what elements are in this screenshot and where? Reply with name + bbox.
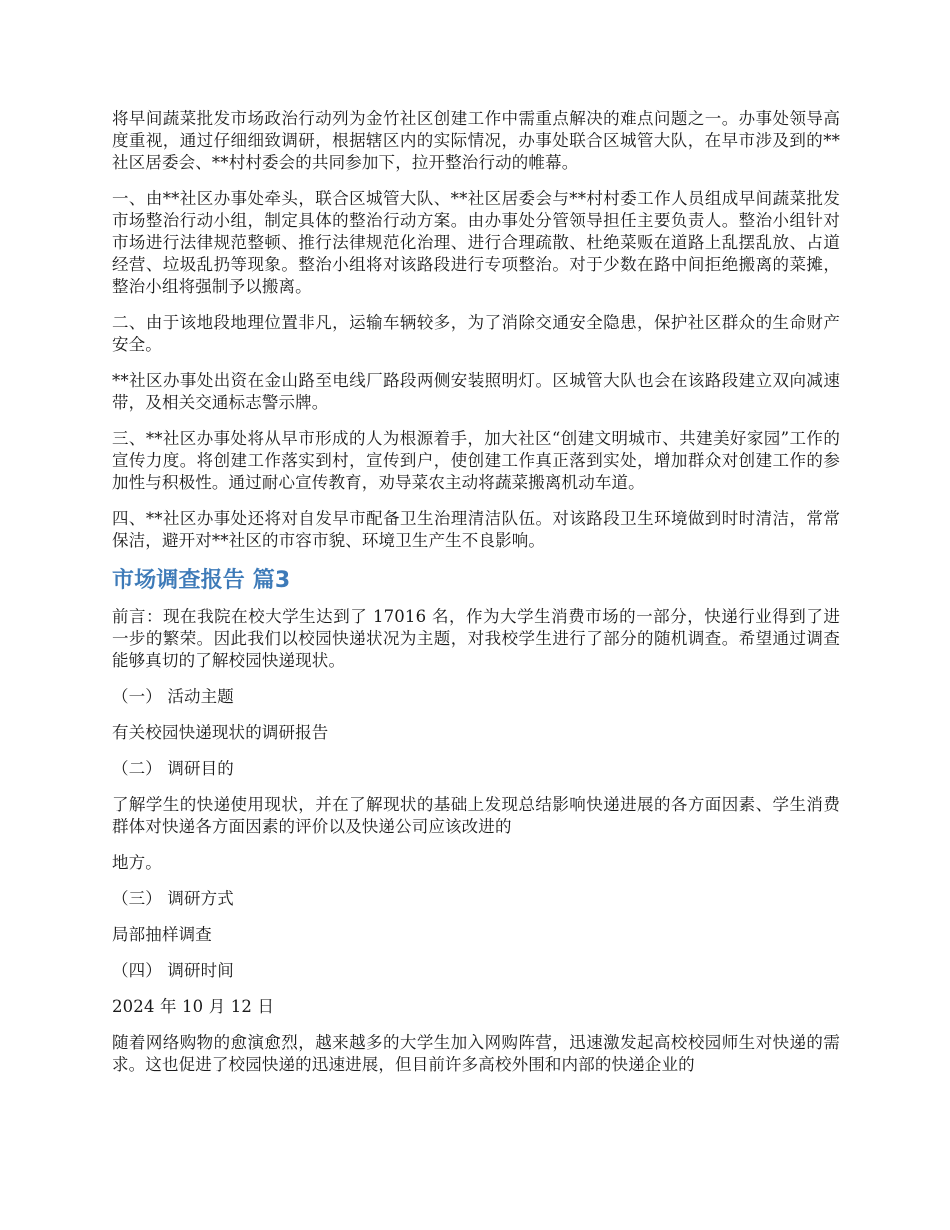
- paragraph-date: 2024 年 10 月 12 日: [112, 997, 275, 1016]
- paragraph-item-4: 四、**社区办事处还将对自发早市配备卫生治理清洁队伍。对该路段卫生环境做到时时清洁，常常保洁，避开对**社区的市容市貌、环境卫生产生不良影响。: [112, 509, 840, 550]
- paragraph-lighting: **社区办事处出资在金山路至电线厂路段两侧安装照明灯。区城管大队也会在该路段建立双向减速带，及相关交通标志警示牌。: [112, 371, 840, 412]
- paragraph-intro: 将早间蔬菜批发市场政治行动列为金竹社区创建工作中需重点解决的难点问题之一。办事处领导高度重视，通过仔细细致调研，根据辖区内的实际情况，办事处联合区城管大队，在早市涉及到的**社区居委会、**村村委会的共同参加下，拉开整治行动的帷幕。: [112, 109, 840, 172]
- paragraph-method: 局部抽样调查: [112, 925, 212, 944]
- section-heading: 市场调查报告 篇3: [112, 568, 291, 593]
- subheading-theme: （一） 活动主题: [112, 687, 234, 706]
- paragraph-item-2: 二、由于该地段地理位置非凡，运输车辆较多，为了消除交通安全隐患，保护社区群众的生命财产安全。: [112, 313, 840, 354]
- paragraph-background: 随着网络购物的愈演愈烈，越来越多的大学生加入网购阵营，迅速激发起高校校园师生对快递的需求。这也促进了校园快递的迅速进展，但目前许多高校外围和内部的快递企业的: [112, 1033, 840, 1074]
- subheading-time: （四） 调研时间: [112, 961, 234, 980]
- paragraph-item-1: 一、由**社区办事处牵头，联合区城管大队、**社区居委会与**村村委工作人员组成早间蔬菜批发市场整治行动小组，制定具体的整治行动方案。由办事处分管领导担任主要负责人。整治小组针对市场进行法律规范整顿、推行法律规范化治理、进行合理疏散、杜绝菜贩在道路上乱摆乱放、占道经营、垃圾乱扔等现象。整治小组将对该路段进行专项整治。对于少数在路中间拒绝搬离的菜摊，整治小组将强制予以搬离。: [112, 189, 840, 296]
- paragraph-purpose: 了解学生的快递使用现状，并在了解现状的基础上发现总结影响快递进展的各方面因素、学生消费群体对快递各方面因素的评价以及快递公司应该改进的: [112, 795, 840, 836]
- paragraph-theme: 有关校园快递现状的调研报告: [112, 723, 329, 742]
- paragraph-preface: 前言：现在我院在校大学生达到了 17016 名，作为大学生消费市场的一部分，快递行业得到了进一步的繁荣。因此我们以校园快递状况为主题，对我校学生进行了部分的随机调查。希望通过调查能够真切的了解校园快递现状。: [112, 607, 840, 670]
- subheading-purpose: （二） 调研目的: [112, 759, 234, 778]
- paragraph-purpose-cont: 地方。: [112, 853, 162, 872]
- paragraph-item-3: 三、**社区办事处将从早市形成的人为根源着手，加大社区“创建文明城市、共建美好家园”工作的宣传力度。将创建工作落实到村，宣传到户，使创建工作真正落到实处，增加群众对创建工作的参加性与积极性。通过耐心宣传教育，劝导菜农主动将蔬菜搬离机动车道。: [112, 429, 840, 492]
- document-body: [112, 108, 840, 1090]
- subheading-method: （三） 调研方式: [112, 889, 234, 908]
